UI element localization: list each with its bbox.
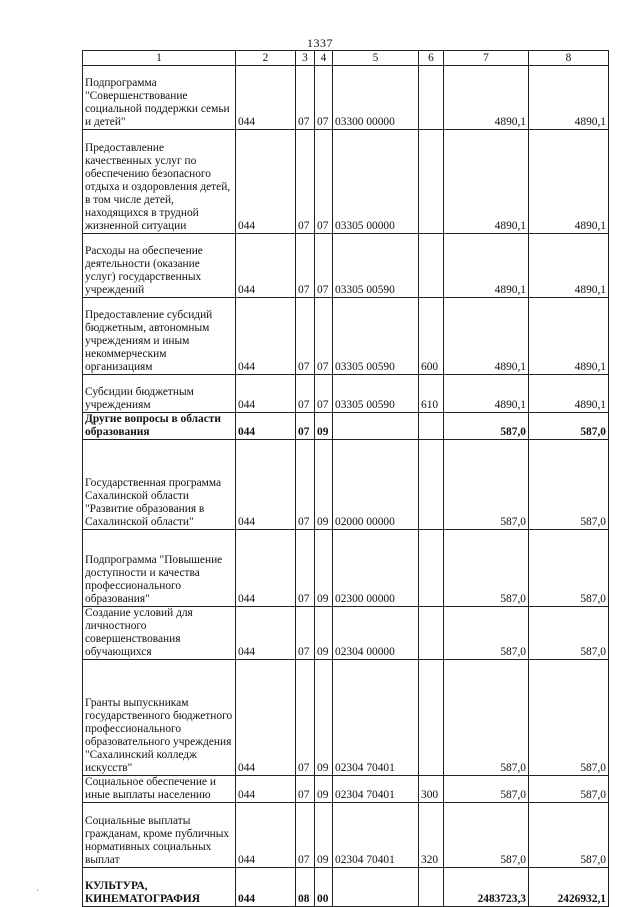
row-target-article: 02304 70401 xyxy=(333,803,419,868)
column-header-7: 7 xyxy=(444,51,529,66)
row-grbs-code: 044 xyxy=(236,530,296,607)
row-section-code: 07 xyxy=(296,803,315,868)
row-subsection-code: 00 xyxy=(315,868,333,907)
row-amount-year2: 587,0 xyxy=(529,803,609,868)
row-amount-year1: 4890,1 xyxy=(444,66,529,130)
page-number: 1337 xyxy=(307,36,333,50)
row-target-article: 03305 00590 xyxy=(333,234,419,298)
row-section-code: 08 xyxy=(296,868,315,907)
row-amount-year2: 4890,1 xyxy=(529,66,609,130)
table-row xyxy=(83,440,609,530)
row-expense-type xyxy=(419,413,444,440)
row-amount-year1: 587,0 xyxy=(444,776,529,803)
row-name: Государственная программа Сахалинской области "Развитие образования в Сахалинской области" xyxy=(83,440,236,530)
row-amount-year2: 4890,1 xyxy=(529,298,609,375)
row-name: Подпрограмма "Совершенствование социальной поддержки семьи и детей" xyxy=(83,66,236,130)
table-header-row xyxy=(83,51,609,66)
row-expense-type: 610 xyxy=(419,375,444,413)
row-target-article: 02300 00000 xyxy=(333,530,419,607)
row-section-code: 07 xyxy=(296,130,315,234)
scan-mark: · xyxy=(36,885,39,895)
row-section-code: 07 xyxy=(296,66,315,130)
row-amount-year2: 587,0 xyxy=(529,413,609,440)
row-subsection-code: 07 xyxy=(315,375,333,413)
column-header-6: 6 xyxy=(419,51,444,66)
table-row xyxy=(83,130,609,234)
row-name: Подпрограмма "Повышение доступности и качества профессионального образования" xyxy=(83,530,236,607)
row-target-article: 02304 70401 xyxy=(333,660,419,776)
row-section-code: 07 xyxy=(296,234,315,298)
row-amount-year1: 4890,1 xyxy=(444,298,529,375)
row-amount-year1: 587,0 xyxy=(444,413,529,440)
column-header-4: 4 xyxy=(315,51,333,66)
row-grbs-code: 044 xyxy=(236,803,296,868)
row-amount-year2: 4890,1 xyxy=(529,234,609,298)
row-amount-year2: 587,0 xyxy=(529,440,609,530)
row-subsection-code: 07 xyxy=(315,130,333,234)
row-target-article: 02304 70401 xyxy=(333,776,419,803)
table-row xyxy=(83,413,609,440)
row-target-article: 02304 00000 xyxy=(333,607,419,660)
row-expense-type: 320 xyxy=(419,803,444,868)
row-target-article: 03305 00590 xyxy=(333,375,419,413)
table-row xyxy=(83,660,609,776)
row-expense-type xyxy=(419,607,444,660)
row-amount-year2: 2426932,1 xyxy=(529,868,609,907)
column-header-5: 5 xyxy=(333,51,419,66)
row-target-article: 03305 00000 xyxy=(333,130,419,234)
row-subsection-code: 09 xyxy=(315,530,333,607)
row-grbs-code: 044 xyxy=(236,868,296,907)
row-expense-type: 600 xyxy=(419,298,444,375)
row-grbs-code: 044 xyxy=(236,660,296,776)
row-amount-year1: 587,0 xyxy=(444,803,529,868)
row-subsection-code: 07 xyxy=(315,66,333,130)
row-subsection-code: 09 xyxy=(315,803,333,868)
row-section-code: 07 xyxy=(296,607,315,660)
table-row xyxy=(83,803,609,868)
row-name: Предоставление качественных услуг по обеспечению безопасного отдыха и оздоровления детей, в том числе детей, находящихся в трудной жизненной ситуации xyxy=(83,130,236,234)
row-amount-year1: 587,0 xyxy=(444,440,529,530)
row-expense-type xyxy=(419,660,444,776)
row-subsection-code: 09 xyxy=(315,776,333,803)
row-amount-year2: 4890,1 xyxy=(529,130,609,234)
row-name: Создание условий для личностного совершенствования обучающихся xyxy=(83,607,236,660)
row-section-code: 07 xyxy=(296,375,315,413)
row-expense-type xyxy=(419,868,444,907)
row-section-code: 07 xyxy=(296,660,315,776)
row-grbs-code: 044 xyxy=(236,607,296,660)
row-amount-year2: 587,0 xyxy=(529,607,609,660)
table-row xyxy=(83,66,609,130)
budget-table xyxy=(82,50,609,907)
table-row xyxy=(83,298,609,375)
row-grbs-code: 044 xyxy=(236,298,296,375)
column-header-3: 3 xyxy=(296,51,315,66)
row-grbs-code: 044 xyxy=(236,413,296,440)
row-subsection-code: 07 xyxy=(315,298,333,375)
row-amount-year1: 4890,1 xyxy=(444,234,529,298)
row-expense-type xyxy=(419,234,444,298)
row-section-code: 07 xyxy=(296,776,315,803)
row-expense-type xyxy=(419,440,444,530)
row-amount-year2: 4890,1 xyxy=(529,375,609,413)
row-subsection-code: 07 xyxy=(315,234,333,298)
row-amount-year1: 587,0 xyxy=(444,530,529,607)
row-subsection-code: 09 xyxy=(315,660,333,776)
row-target-article xyxy=(333,868,419,907)
row-target-article: 02000 00000 xyxy=(333,440,419,530)
row-amount-year1: 587,0 xyxy=(444,660,529,776)
table-body xyxy=(83,66,609,907)
row-name: Социальные выплаты гражданам, кроме публичных нормативных социальных выплат xyxy=(83,803,236,868)
column-header-1: 1 xyxy=(83,51,236,66)
row-name: Расходы на обеспечение деятельности (оказание услуг) государственных учреждений xyxy=(83,234,236,298)
table-row xyxy=(83,375,609,413)
row-amount-year2: 587,0 xyxy=(529,660,609,776)
row-target-article: 03305 00590 xyxy=(333,298,419,375)
table-row xyxy=(83,234,609,298)
row-grbs-code: 044 xyxy=(236,130,296,234)
row-amount-year1: 2483723,3 xyxy=(444,868,529,907)
row-grbs-code: 044 xyxy=(236,776,296,803)
column-header-8: 8 xyxy=(529,51,609,66)
row-expense-type xyxy=(419,66,444,130)
row-section-code: 07 xyxy=(296,530,315,607)
row-amount-year1: 4890,1 xyxy=(444,375,529,413)
row-section-code: 07 xyxy=(296,413,315,440)
row-target-article: 03300 00000 xyxy=(333,66,419,130)
row-expense-type xyxy=(419,130,444,234)
table-row xyxy=(83,776,609,803)
table-row xyxy=(83,530,609,607)
row-name: Предоставление субсидий бюджетным, автономным учреждениям и иным некоммерческим организациям xyxy=(83,298,236,375)
row-name: КУЛЬТУРА, КИНЕМАТОГРАФИЯ xyxy=(83,868,236,907)
row-grbs-code: 044 xyxy=(236,66,296,130)
row-name: Субсидии бюджетным учреждениям xyxy=(83,375,236,413)
row-name: Социальное обеспечение и иные выплаты населению xyxy=(83,776,236,803)
column-header-2: 2 xyxy=(236,51,296,66)
row-amount-year2: 587,0 xyxy=(529,530,609,607)
row-subsection-code: 09 xyxy=(315,607,333,660)
row-subsection-code: 09 xyxy=(315,440,333,530)
row-amount-year2: 587,0 xyxy=(529,776,609,803)
row-section-code: 07 xyxy=(296,440,315,530)
table-row xyxy=(83,607,609,660)
row-grbs-code: 044 xyxy=(236,234,296,298)
row-expense-type xyxy=(419,530,444,607)
row-grbs-code: 044 xyxy=(236,440,296,530)
row-expense-type: 300 xyxy=(419,776,444,803)
row-amount-year1: 587,0 xyxy=(444,607,529,660)
row-section-code: 07 xyxy=(296,298,315,375)
row-name: Другие вопросы в области образования xyxy=(83,413,236,440)
row-subsection-code: 09 xyxy=(315,413,333,440)
table-row xyxy=(83,868,609,907)
row-target-article xyxy=(333,413,419,440)
row-name: Гранты выпускникам государственного бюджетного профессионального образовательного учреждения "Сахалинский колледж искусств" xyxy=(83,660,236,776)
row-grbs-code: 044 xyxy=(236,375,296,413)
row-amount-year1: 4890,1 xyxy=(444,130,529,234)
